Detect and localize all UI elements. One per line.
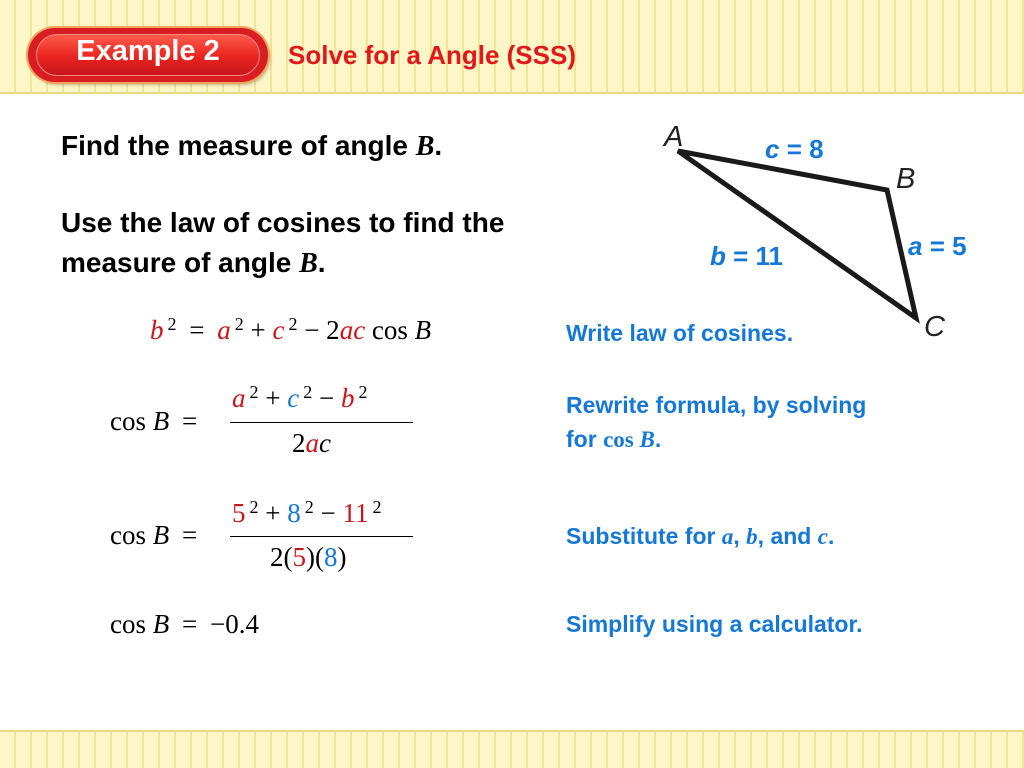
cos-b-lhs-2: cos B =: [110, 520, 198, 550]
substitute-numerator: 5 $^2$ + 8 $^2$ − 11 $^2$: [232, 497, 382, 528]
prompt-find-text: Find the measure of angle: [61, 130, 408, 161]
note-var-a: a: [721, 524, 734, 549]
note-substitute: Substitute for a, b, and c.: [566, 523, 835, 549]
note-simplify: Simplify using a calculator.: [566, 611, 863, 637]
side-a-label: a = 5: [908, 231, 967, 261]
vertex-b-label: B: [896, 163, 916, 195]
note-write-law: Write law of cosines.: [566, 320, 794, 346]
prompt-find-angle: Find the measure of angle B.: [61, 130, 443, 162]
result-value: 0.4: [225, 609, 259, 639]
vertex-c-label: C: [924, 311, 945, 343]
substitute-denominator: 2(5)(8): [270, 542, 347, 572]
triangle-shape: [678, 151, 916, 318]
vertex-a-label: A: [664, 121, 684, 153]
law-of-cosines-equation: b $^2$ = a $^2$ + c $^2$ − 2ac cos B: [150, 314, 432, 345]
side-b-label: b = 11: [710, 241, 784, 271]
substitute-fraction-bar: [230, 536, 413, 537]
example-badge-label: Example 2: [76, 35, 220, 67]
prompt-use-line2-text: measure of angle: [61, 247, 292, 278]
prompt-use-var: B: [299, 248, 318, 279]
note-var-b: b: [746, 524, 758, 549]
cos-b-result: cos B = −0.4: [110, 609, 259, 639]
rewrite-fraction-bar: [230, 422, 413, 423]
rewrite-numerator: a $^2$ + c $^2$ − b $^2$: [232, 382, 368, 413]
rewrite-denominator: 2ac: [292, 428, 331, 458]
cos-b-lhs-1: cos B =: [110, 406, 198, 436]
footer-band: [0, 730, 1024, 768]
note-rewrite: [566, 388, 866, 457]
prompt-use-line2: measure of angle B.: [61, 247, 326, 279]
note-and: and: [770, 523, 812, 549]
note-rewrite-line2: for cos B.: [566, 426, 662, 452]
prompt-use-line1: Use the law of cosines to find the: [61, 207, 505, 238]
note-rewrite-for: for: [566, 426, 597, 452]
note-var-c: c: [817, 524, 828, 549]
note-rewrite-line1: Rewrite formula, by solving: [566, 392, 867, 418]
lesson-title: Solve for a Angle (SSS): [288, 40, 576, 70]
side-c-label: c = 8: [765, 134, 824, 164]
prompt-find-var: B: [415, 131, 435, 162]
note-substitute-text: Substitute for: [566, 523, 716, 549]
note-rewrite-math: cos B: [603, 427, 655, 452]
